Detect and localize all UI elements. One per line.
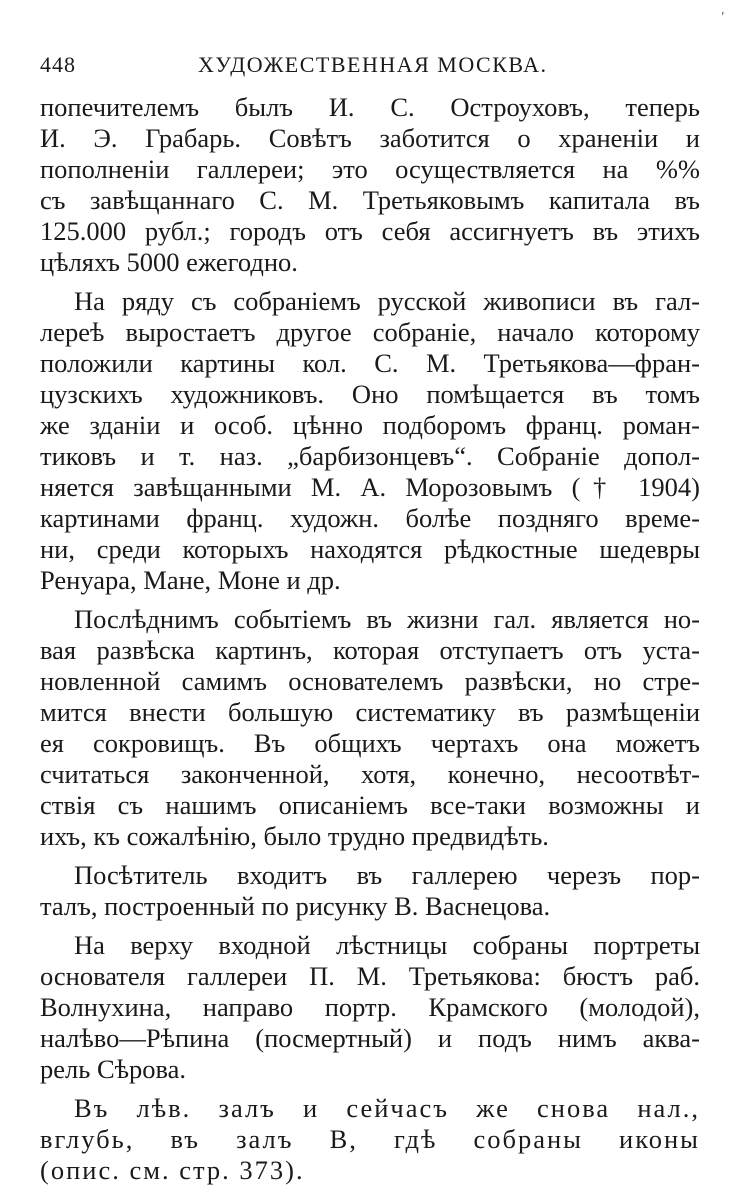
text-line: считаться законченной, хотя, конечно, несоотвѣт- bbox=[40, 759, 700, 789]
paragraph bbox=[40, 930, 700, 1085]
text-line: няется завѣщанными М. А. Морозовымъ († 1904) bbox=[40, 472, 700, 502]
running-title: ХУДОЖЕСТВЕННАЯ МОСКВА. bbox=[198, 52, 548, 77]
text-line: налѣво—Рѣпина (посмертный) и подъ нимъ аква- bbox=[40, 1023, 700, 1053]
paragraph bbox=[40, 1093, 700, 1186]
text-line: (опис. см. стр. 373). bbox=[40, 1155, 305, 1185]
text-line: И. Э. Грабарь. Совѣтъ заботится о храненіи и bbox=[40, 123, 700, 153]
text-line: тиковъ и т. наз. „барбизонцевъ“. Собраніе допол- bbox=[40, 441, 700, 471]
text-line: мится внести большую систематику въ размѣщеніи bbox=[40, 697, 700, 727]
paragraph bbox=[40, 604, 700, 852]
text-line: На верху входной лѣстницы собраны портреты bbox=[74, 930, 700, 960]
document-page bbox=[40, 10, 724, 1194]
text-line: ни, среди которыхъ находятся рѣдкостные шедевры bbox=[40, 534, 700, 564]
text-line: картинами франц. художн. болѣе поздняго време- bbox=[40, 503, 700, 533]
text-line: Въ лѣв. залъ и сейчасъ же снова нал., bbox=[74, 1093, 700, 1123]
text-line: ствія съ нашимъ описаніемъ все-таки возможны и bbox=[40, 790, 700, 820]
text-line: цѣляхъ 5000 ежегодно. bbox=[40, 247, 298, 277]
text-line: вая развѣска картинъ, которая отступаетъ отъ уста- bbox=[40, 635, 700, 665]
text-line: Посѣтитель входитъ въ галлерею черезъ пор- bbox=[74, 860, 700, 890]
body-text bbox=[40, 92, 700, 1186]
text-line: основателя галлереи П. М. Третьякова: бюстъ раб. bbox=[40, 961, 700, 991]
paragraph bbox=[40, 286, 700, 596]
text-line: съ завѣщаннаго С. М. Третьяковымъ капитала въ bbox=[40, 185, 700, 215]
text-line: пополненіи галлереи; это осуществляется на %% bbox=[40, 154, 700, 184]
text-line: попечителемъ былъ И. С. Остроуховъ, теперь bbox=[40, 92, 700, 122]
paragraph bbox=[40, 92, 700, 278]
text-line: ея сокровищъ. Въ общихъ чертахъ она можетъ bbox=[40, 728, 700, 758]
page-header bbox=[40, 10, 724, 92]
text-line: ихъ, къ сожалѣнію, было трудно предвидѣть. bbox=[40, 821, 549, 851]
page-number: 448 bbox=[40, 52, 76, 77]
text-line: На ряду съ собраніемъ русской живописи въ гал- bbox=[74, 286, 700, 316]
text-line: Волнухина, направо портр. Крамского (молодой), bbox=[40, 992, 700, 1022]
text-line: вглубь, въ залъ В, гдѣ собраны иконы bbox=[40, 1124, 700, 1154]
text-line: рель Сѣрова. bbox=[40, 1054, 187, 1084]
text-line: 125.000 рубл.; городъ отъ себя ассигнуетъ въ этихъ bbox=[40, 216, 700, 246]
text-line: новленной самимъ основателемъ развѣски, но стре- bbox=[40, 666, 700, 696]
text-line: положили картины кол. С. М. Третьякова—фран- bbox=[40, 348, 700, 378]
text-line: лереѣ выростаетъ другое собраніе, начало которому bbox=[40, 317, 700, 347]
paragraph bbox=[40, 860, 700, 922]
text-line: Послѣднимъ событіемъ въ жизни гал. является но- bbox=[74, 604, 700, 634]
text-line: же зданіи и особ. цѣнно подборомъ франц. роман- bbox=[40, 410, 700, 440]
text-line: цузскихъ художниковъ. Оно помѣщается въ томъ bbox=[40, 379, 700, 409]
text-line: талъ, построенный по рисунку В. Васнецова. bbox=[40, 891, 551, 921]
text-line: Ренуара, Мане, Моне и др. bbox=[40, 565, 341, 595]
corner-mark: ' bbox=[721, 10, 724, 25]
